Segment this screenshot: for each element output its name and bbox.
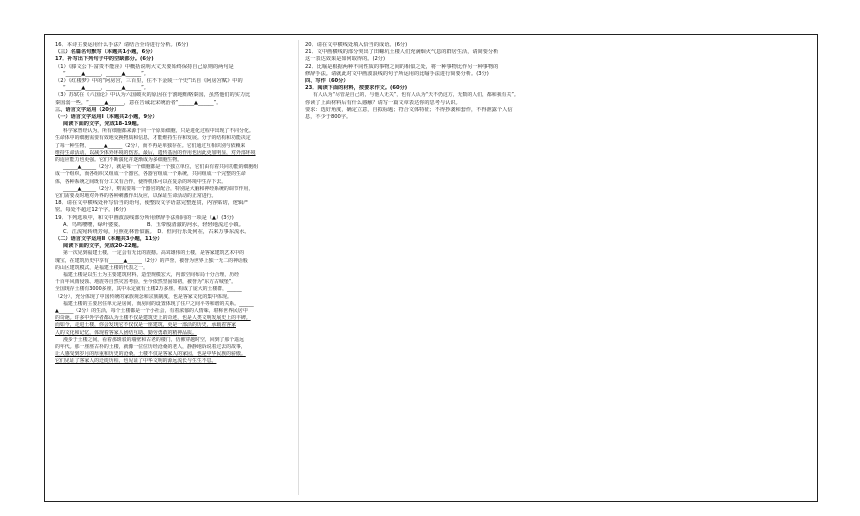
left-column-line: 它们见证了客家人的迁徙历程，也见证了中华文明的源远流长与生生不息。 [55, 358, 217, 365]
right-column-line: 四、写作（60分） [305, 77, 349, 84]
left-column-line: 维持生命活动，以减少体外环境的伤害。最后，遗传基因的作用也因此更加明显，对外部环境 [55, 149, 256, 156]
left-column-line: A．鸟鸣嘤嘤，绿叶婆娑。 B．玉带般清澈的河水，轻轻地流过小镇。 [63, 221, 244, 228]
left-column-line: 密。每处不超过12个字。(6分) [55, 207, 127, 214]
left-column-line: （一）语言文字运用Ⅰ（本题共2小题，9分） [55, 113, 158, 120]
left-column-line: 让人感受到岁月的厚重和历史的沧桑。土楼不仅是客家人的家园，也是中华民族的骄傲。 [55, 351, 246, 358]
left-column-line: （1）《滕文公下·富贵不能淫》中概括说明大丈夫要始终保持自己原则的两句是 [55, 63, 234, 70]
left-column-line: ▲______（2分）的生活，每个土楼都是一个小社会，有着浓郁的人情味，堪称世界民居中 [55, 307, 248, 314]
right-column-line: 有人认为“尽管是自己的，与他人无关”，也有人认为“天不仍这方，无数的人们，都和我有关”。 [313, 92, 519, 99]
left-column-line: 科学家曾经认为，所有细胞都来源于同一个原始细胞，只是进化过程中出现了不同分化。 [63, 128, 254, 135]
left-column-line: 人的文化和记忆，体现着客家人团结互助、勤劳勇敢的精神品质。 [55, 329, 197, 336]
right-column-line: 你读了上面材料后有什么感触？请写一篇文章表达你的思考与认识。 [305, 99, 461, 106]
left-column-line: ______▲______（2分），就是每一个细胞都是一个独立单位，它们由有着共同功能的细胞组 [63, 164, 259, 171]
left-column-line: 福建土楼是以生土为主要建筑材料，造型规模宏大，内部空间布局十分合理，历经 [63, 272, 240, 278]
right-column-line: 修辞手法。请就此对文中画波浪线的句子所运用的比喻手法进行简要分析。(3分) [305, 70, 489, 77]
left-column-line: “______▲______，______▲______”。 [63, 70, 149, 77]
left-column-line: 第一次见到福建土楼，一定会有无比的震撼。高耸雄伟的土楼，是客家建筑艺术中的 [63, 250, 244, 257]
left-column-line: （三）名篇名句默写（本题共1小题，6分） [55, 49, 156, 56]
left-column [55, 42, 295, 365]
left-column-line: 的年代。那一座座古朴的土楼，就像一位位历经沧桑的老人，静静地诉说着过去的故事， [55, 343, 246, 350]
left-column-line: 福建土楼的主要居住单元是房间，而房间的设置体现了住户之间平等和谐的关系。______ [63, 300, 254, 307]
left-column-line: 它们需要及时地对外界的各种刺激作出反应，以保证生命活动的正常进行。 [55, 192, 217, 199]
left-column-line: 的山区建筑模式，是福建土楼的代表之一。 [55, 264, 148, 271]
left-column-line: 体，各种系统之间既有分工又有合作，使得机体可以在复杂的环境中生存下去。 [55, 178, 227, 185]
left-column-line: 17．补写出下列句子中的空缺部分。(6分) [55, 56, 154, 63]
left-column-line: 漫步于土楼之间，看着那斑驳的墙壁和古老的楼门，仿佛穿越时空，回到了那个遥远 [63, 336, 244, 343]
column-divider [298, 40, 299, 495]
right-column-line: 21．文中画横线的部分突出了田螺坑土楼人们充满烟火气息的群居生活，请简要分析 [305, 49, 499, 56]
left-column-line: 成一个组织，而各组织又组成一个器官，各器官组成一个系统，共同组成一个完整的生命 [55, 171, 246, 178]
left-column-line: 阅读下面的文字，完成20-22题。 [63, 243, 142, 250]
left-column-line: 千百年风雨侵蚀、地震等自然灾害考验，至今依然坚固如初，被誉为“东方古城堡”。 [55, 279, 237, 286]
left-column-line: （二）语言文字运用Ⅱ（本题共3小题，11分） [55, 236, 163, 243]
left-column-line: 三、语言文字运用（20分） [55, 106, 120, 113]
right-column-line: 息，不少于800字。 [305, 113, 352, 120]
left-column-line: 的适应能力也更强。它们不断演化并逐渐成为多细胞生物。 [55, 157, 183, 163]
left-column-line: 全国现存土楼有3000多座，其中永定就有土楼2万多座，构成了庞大的土楼群，______ [55, 286, 242, 293]
left-column-line: C．江流宛转绕芳甸，月照花林皆似霰。 D．但问行乐处何在，古来万事东流水。 [63, 228, 250, 235]
left-column-line: （2）《红楼梦》中的“阿房宫，三百里，住不下金陵一个史”出自《阿房宫赋》中的 [55, 77, 243, 84]
left-column-line: 生命体中的细胞需要有效地交换物质和信息，才能维持生存和发展。分子的结构和功能决定 [55, 135, 251, 142]
right-column-line: 22．比喻是根据两种不同性质的事物之间的相似之处，将一种事物比作另一种事物的 [305, 63, 499, 70]
left-column-line: 而如今，走进土楼，你会发现它不仅仅是一座建筑，更是一部活的历史，承载着客家 [55, 322, 236, 329]
left-column-line: 了每一种生物，______▲______（2分），而不再是单独存在。它们通过互相识别与依赖来 [55, 142, 246, 149]
right-column-line: 要求：选好角度，确定立意，自拟标题；符合文体特征；不得抄袭和套作，不得泄露个人信 [305, 106, 513, 113]
left-column-line: 19．下列选项中，和文中画波浪线部分所用修辞手法相同的一项是（▲）(3分) [55, 214, 234, 221]
right-column-line: 20．请在文中横线处填入恰当的成语。(6分) [305, 42, 408, 48]
left-column-line: 阅读下面的文字，完成18-19题。 [63, 121, 142, 128]
left-column-line: 18．请在文中横线处补写恰当的语句，使整段文字语意完整连贯，内容贴切，逻辑严 [55, 200, 249, 207]
left-column-line: 瑰宝，在建筑历史中享有______▲______（2分）的声誉，被誉为世界上独一无二的神话般 [55, 257, 248, 264]
left-column-line: 16．本诗主要运用什么手法？请结合全诗进行分析。(6分) [55, 42, 189, 48]
left-column-line: ______▲______（2分），则需要每一个器官的配合，特别是大脑和神经系统的调节作用， [63, 185, 254, 192]
left-column-line: （3）苏轼在《六国论》中认为六国破灭的原因在于割地贿赂秦国，虽然他们的实力比 [55, 92, 251, 99]
left-column-line: 的奇葩。许多中外学者都认为土楼不仅是建筑史上的奇迹，也是人类文明发展史上的丰碑。 [55, 315, 251, 322]
right-column [305, 42, 580, 121]
right-column-line: 23．阅读下面的材料，按要求作文。(60分) [305, 85, 408, 92]
right-column-line: 这一表达效果是如何取得的。(2分) [305, 56, 385, 63]
left-column-line: “______▲______，______▲______”。 [63, 85, 149, 92]
left-column-line: 秦国弱一些，“______▲______，意在告诫北宋统治者“______▲______”。 [55, 99, 222, 106]
left-column-line: （2分），充分体现了中国传统的家族观念和宗族制度，也是客家文化的集中体现。 [55, 293, 232, 300]
